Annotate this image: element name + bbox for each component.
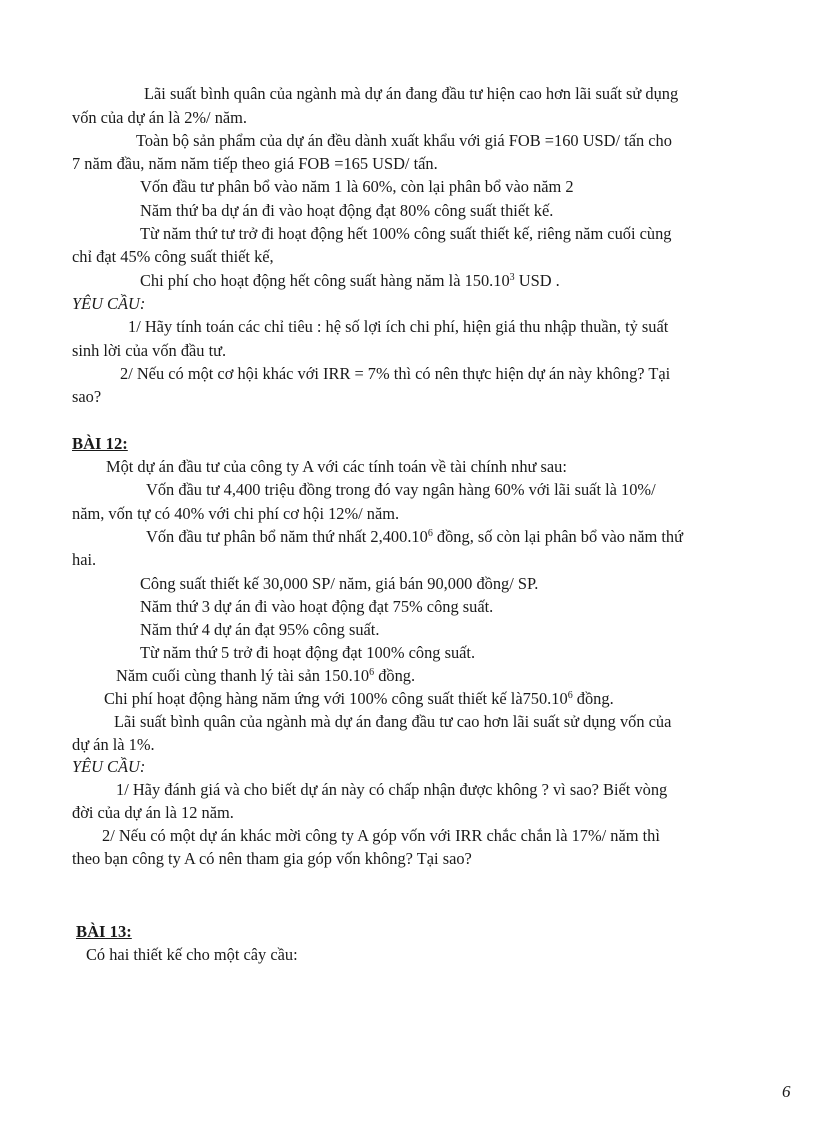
text-line: Lãi suất bình quân của ngành mà dự án đang đầu tư hiện cao hơn lãi suất sử dụng [144, 84, 679, 103]
text-line: năm, vốn tự có 40% với chi phí cơ hội 12%/ năm. [72, 504, 400, 523]
requirements-heading: YÊU CẦU: [72, 757, 146, 776]
text-line: 7 năm đầu, năm năm tiếp theo giá FOB =165 USD/ tấn. [72, 154, 438, 173]
text-line: Từ năm thứ tư trở đi hoạt động hết 100% công suất thiết kế, riêng năm cuối cùng [140, 224, 672, 243]
text-line: Lãi suất bình quân của ngành mà dự án đang đầu tư cao hơn lãi suất sử dụng vốn của [114, 712, 672, 731]
text-line: 2/ Nếu có một cơ hội khác với IRR = 7% thì có nên thực hiện dự án này không? Tại [120, 364, 671, 383]
text-line: Năm thứ 3 dự án đi vào hoạt động đạt 75% công suất. [140, 597, 494, 616]
text-run: Chi phí hoạt động hàng năm ứng với 100% công suất thiết kế là750.10 [104, 689, 568, 708]
text-run: đồng. [572, 689, 614, 708]
text-run: Vốn đầu tư phân bổ năm thứ nhất 2,400.10 [146, 527, 428, 546]
text-line: sinh lời của vốn đầu tư. [72, 341, 227, 360]
text-line: 1/ Hãy đánh giá và cho biết dự án này có chấp nhận được không ? vì sao? Biết vòng [116, 780, 668, 799]
text-run: USD . [514, 271, 560, 290]
text-line: chỉ đạt 45% công suất thiết kế, [72, 247, 274, 266]
text-run: Năm cuối cùng thanh lý tài sản 150.10 [116, 666, 370, 685]
text-line: Năm thứ ba dự án đi vào hoạt động đạt 80% công suất thiết kế. [140, 201, 554, 220]
text-run: đồng, số còn lại phân bổ vào năm thứ [432, 527, 683, 546]
superscript: 6 [567, 690, 573, 701]
text-line: Vốn đầu tư phân bổ vào năm 1 là 60%, còn lại phân bổ vào năm 2 [140, 177, 574, 196]
text-line [140, 271, 560, 291]
exercise-heading-13: BÀI 13: [76, 922, 132, 941]
text-line: 2/ Nếu có một dự án khác mời công ty A góp vốn với IRR chắc chắn là 17%/ năm thì [102, 826, 660, 845]
text-line [146, 527, 683, 547]
text-line [116, 666, 415, 686]
text-line: Một dự án đầu tư của công ty A với các tính toán về tài chính như sau: [106, 457, 567, 476]
text-line: sao? [72, 387, 102, 406]
superscript: 6 [427, 528, 433, 539]
text-line: Năm thứ 4 dự án đạt 95% công suất. [140, 620, 380, 639]
exercise-heading-12: BÀI 12: [72, 434, 128, 453]
text-run: đồng. [374, 666, 416, 685]
superscript: 3 [509, 272, 515, 283]
text-line: hai. [72, 550, 97, 569]
text-line: Có hai thiết kế cho một cây cầu: [86, 945, 298, 964]
text-line: 1/ Hãy tính toán các chỉ tiêu : hệ số lợi ích chi phí, hiện giá thu nhập thuần, tỷ suất [128, 317, 669, 336]
text-line: theo bạn công ty A có nên tham gia góp vốn không? Tại sao? [72, 849, 472, 868]
requirements-heading: YÊU CẦU: [72, 294, 146, 313]
text-line: Công suất thiết kế 30,000 SP/ năm, giá bán 90,000 đồng/ SP. [140, 574, 539, 593]
text-line: Vốn đầu tư 4,400 triệu đồng trong đó vay ngân hàng 60% với lãi suất là 10%/ [146, 480, 656, 499]
text-run: Chi phí cho hoạt động hết công suất hàng năm là 150.10 [140, 271, 510, 290]
text-line: Toàn bộ sản phẩm của dự án đều dành xuất khẩu với giá FOB =160 USD/ tấn cho [136, 131, 672, 150]
text-line: Từ năm thứ 5 trở đi hoạt động đạt 100% công suất. [140, 643, 476, 662]
text-line: dự án là 1%. [72, 735, 155, 754]
page-number: 6 [782, 1082, 791, 1101]
text-line [104, 689, 614, 709]
superscript: 6 [369, 667, 375, 678]
text-line: đời của dự án là 12 năm. [72, 803, 234, 822]
text-line: vốn của dự án là 2%/ năm. [72, 108, 248, 127]
